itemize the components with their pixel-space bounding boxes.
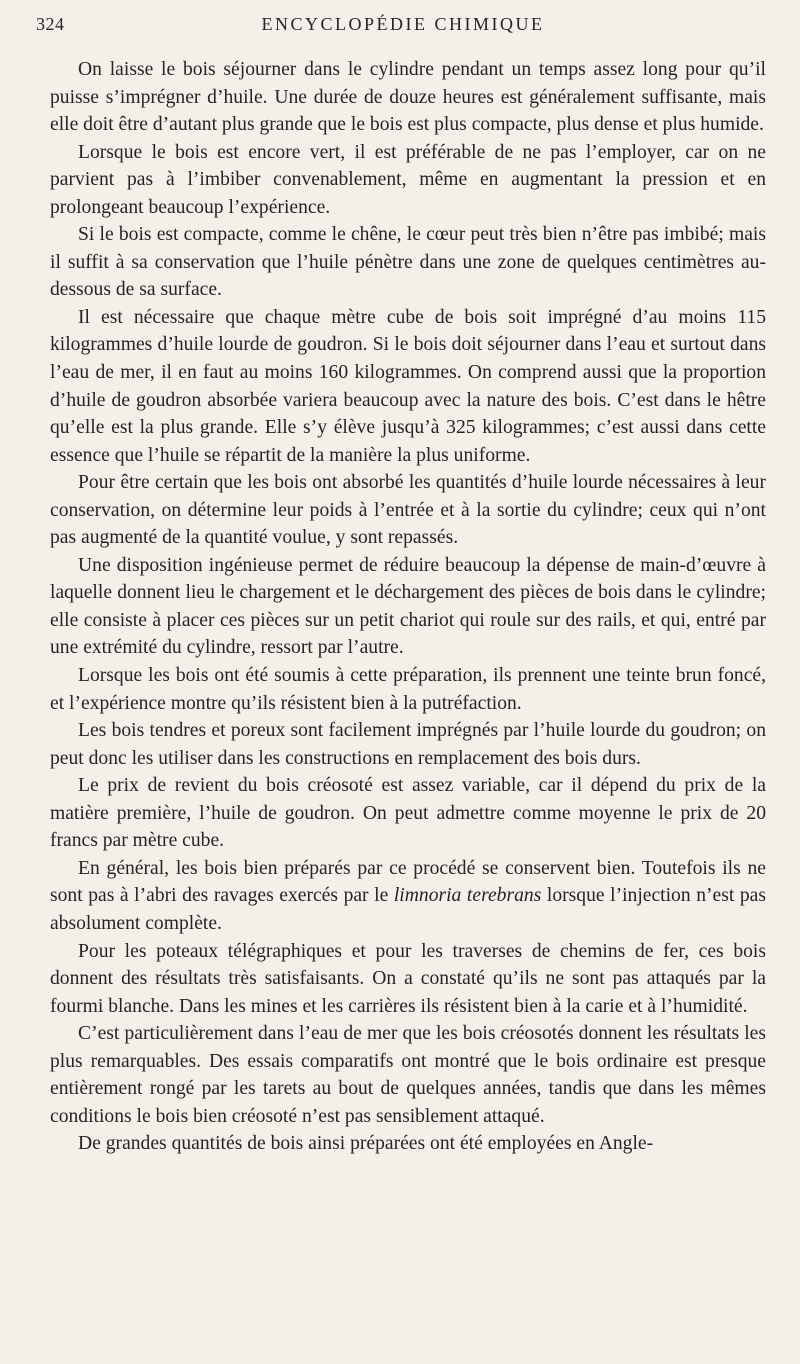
paragraph: Les bois tendres et poreux sont facilement imprégnés par l’huile lourde du goudron; on peut donc les utiliser dans les constructions en remplacement des bois durs. <box>50 720 766 769</box>
paragraph: Si le bois est compacte, comme le chêne, le cœur peut très bien n’être pas imbibé; mais il suffit à sa conservation que l’huile pénètre dans une zone de quelques centimètres au-dessous de sa surface. <box>50 224 766 301</box>
paragraph-text: En général, les bois bien préparés par ce procédé se conservent bien. Toutefois ils ne sont pas à l’abri des ravages exercés par le <box>50 857 766 907</box>
body-text <box>50 56 766 1158</box>
paragraph-text: lorsque l’injection n’est pas absolument complète. <box>50 885 766 934</box>
page-header <box>36 14 770 42</box>
paragraph: Une disposition ingénieuse permet de réduire beaucoup la dépense de main-d’œuvre à laquelle donnent lieu le chargement et le déchargement des pièces de bois dans le cylindre; elle consiste à placer ces pièces sur un petit chariot qui roule sur des rails, et qui, entré par une extrémité du cylindre, ressort par l’autre. <box>50 554 766 659</box>
paragraph: On laisse le bois séjourner dans le cylindre pendant un temps assez long pour qu’il puisse s’imprégner d’huile. Une durée de douze heures est généralement suffisante, mais elle doit être d’autant plus grande que le bois est plus compacte, plus dense et plus humide. <box>50 59 766 136</box>
paragraph: Pour les poteaux télégraphiques et pour les traverses de chemins de fer, ces bois donnent des résultats très satisfaisants. On a constaté qu’ils ne sont pas attaqués par la fourmi blanche. Dans les mines et les carrières ils résistent bien à la carie et à l’humidité. <box>50 940 766 1017</box>
paragraph: Il est nécessaire que chaque mètre cube de bois soit imprégné d’au moins 115 kilogrammes d’huile lourde de goudron. Si le bois doit séjourner dans l’eau et surtout dans l’eau de mer, il en faut au moins 160 kilogrammes. On comprend aussi que la proportion d’huile de goudron absorbée variera beaucoup avec la nature des bois. C’est dans le hêtre qu’elle est la plus grande. Elle s’y élève jusqu’à 325 kilogrammes; c’est aussi dans cette essence que l’huile se répartit de la manière la plus uniforme. <box>50 306 766 466</box>
running-title: ENCYCLOPÉDIE CHIMIQUE <box>261 14 545 34</box>
paragraph: Lorsque les bois ont été soumis à cette préparation, ils prennent une teinte brun foncé, et l’expérience montre qu’ils résistent bien à la putréfaction. <box>50 665 766 714</box>
paragraph-with-species-name <box>50 855 766 938</box>
paragraph: Le prix de revient du bois créosoté est assez variable, car il dépend du prix de la matière première, l’huile de goudron. On peut admettre comme moyenne le prix de 20 francs par mètre cube. <box>50 775 766 852</box>
paragraph-continued: De grandes quantités de bois ainsi préparées ont été employées en Angle- <box>78 1133 654 1155</box>
species-name: limnoria terebrans <box>393 885 542 907</box>
paragraph: C’est particulièrement dans l’eau de mer que les bois créosotés donnent les résultats les plus remarquables. Des essais comparatifs ont montré que le bois ordinaire est presque entièrement rongé par les tarets au bout de quelques années, tandis que dans les mêmes conditions le bois bien créosoté n’est pas sensiblement attaqué. <box>50 1023 766 1127</box>
paragraph: Lorsque le bois est encore vert, il est préférable de ne pas l’employer, car on ne parvient pas à l’imbiber convenablement, même en augmentant la pression et en prolongeant beaucoup l’expérience. <box>50 141 766 218</box>
paragraph: Pour être certain que les bois ont absorbé les quantités d’huile lourde nécessaires à leur conservation, on détermine leur poids à l’entrée et à la sortie du cylindre; ceux qui n’ont pas augmenté de la quantité voulue, y sont repassés. <box>50 472 766 549</box>
page-number: 324 <box>36 14 65 34</box>
